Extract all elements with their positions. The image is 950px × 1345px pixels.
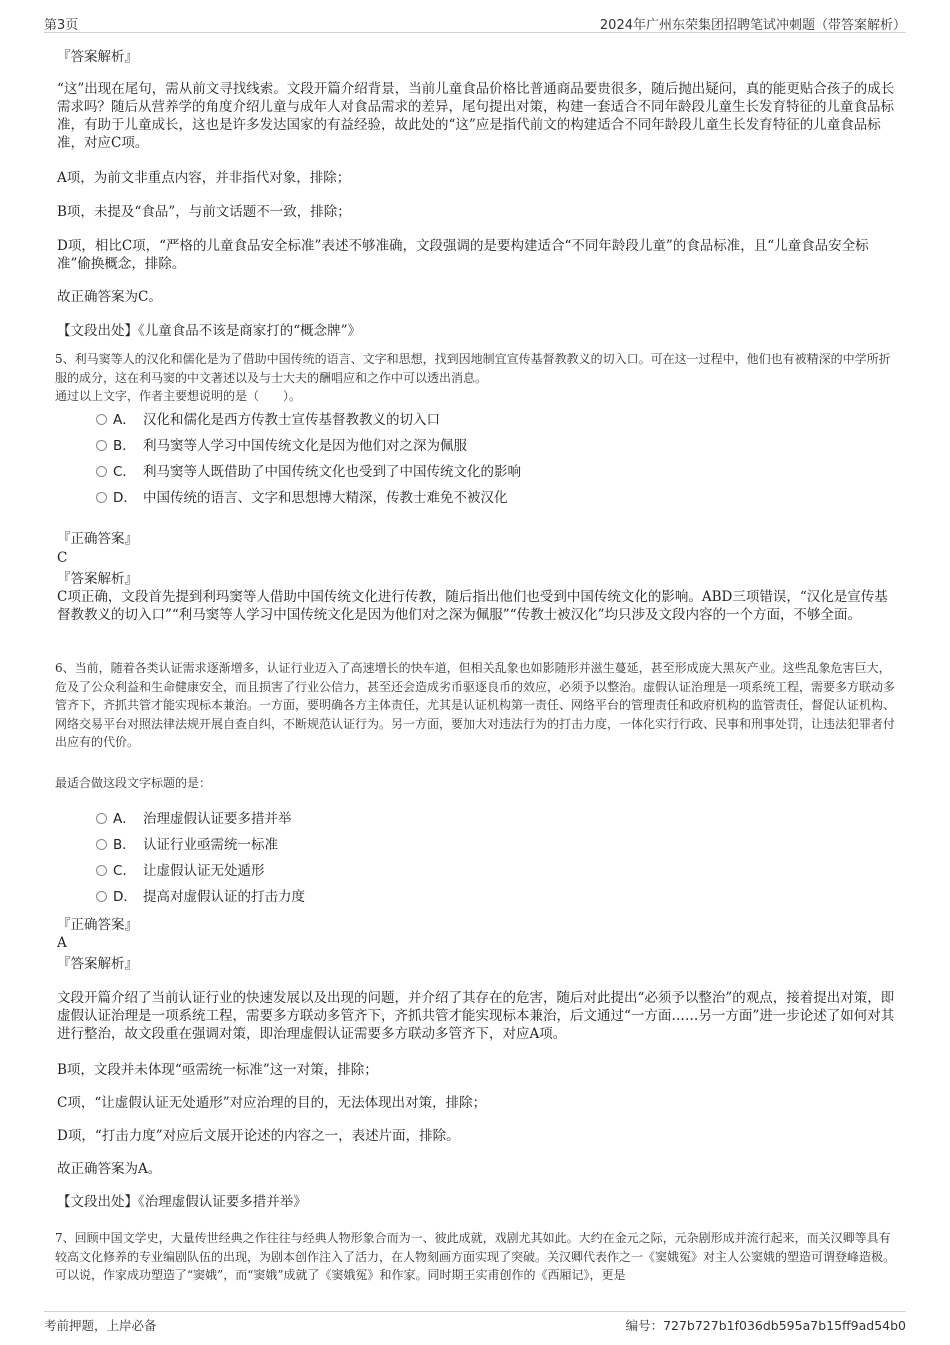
radio-button-icon[interactable] [96, 839, 107, 850]
question-5-stem: 5、利马窦等人的汉化和儒化是为了借助中国传统的语言、文字和思想，找到因地制宜宣传基督教教义的切入口。可在这一过程中，他们也有被精深的中学所折服的成分，这在利马窦的中文著述以及与士大夫的酬唱应和之作中可以透出消息。 [55, 352, 891, 385]
question-6-analysis-d: D项，“打击力度”对应后文展开论述的内容之一，表述片面，排除。 [57, 1128, 460, 1144]
question-6-analysis: 文段开篇介绍了当前认证行业的快速发展以及出现的问题，并介绍了其存在的危害，随后对此提出“必须予以整治”的观点，接着提出对策，即虚假认证治理是一项系统工程，需要多方联动多管齐下，齐抓共管才能实现标本兼治，后文通过“一方面……另一方面”进一步论述了如何对其进行整治，故文段重在强调对策，即治理虚假认证需要多方联动多管齐下，对应A项。 [57, 990, 895, 1042]
question-7-stem: 7、回顾中国文学史，大量传世经典之作往往与经典人物形象合而为一、彼此成就，戏剧尤其如此。大约在金元之际，元杂剧形成并流行起来，而关汉卿等具有较高文化修养的专业编剧队伍的出现，为剧本创作注入了活力，在人物刻画方面实现了突破。关汉卿代表作之一《窦娥冤》对主人公窦娥的塑造可谓登峰造极。可以说，作家成功塑造了“窦娥”，而“窦娥”成就了《窦娥冤》和作家。同时期王实甫创作的《西厢记》，更是 [55, 1231, 896, 1282]
question-5-option-c[interactable]: C． 利马窦等人既借助了中国传统文化也受到了中国传统文化的影响 [96, 463, 521, 481]
question-6-stem: 6、当前，随着各类认证需求逐渐增多，认证行业迈入了高速增长的快车道，但相关乱象也如影随形并滋生蔓延，甚至形成庞大黑灰产业。这些乱象危害巨大，危及了公众利益和生命健康安全，而且损害了行业公信力，甚至还会造成劣币驱逐良币的效应，必须予以整治。虚假认证治理是一项系统工程，需要多方联动多管齐下，齐抓共管才能实现标本兼治。一方面，要明确各方主体责任，尤其是认证机构第一责任、网络平台的管理责任和政府机构的监管责任，督促认证机构、网络交易平台对照法律法规开展自查自纠，不断规范认证行为。另一方面，要加大对违法行为的打击力度，一体化实行行政、民事和刑事处罚，让违法犯罪者付出应有的代价。 [55, 661, 896, 749]
question-6-prompt: 最适合做这段文字标题的是： [55, 776, 212, 790]
question-5-option-a[interactable]: A． 汉化和儒化是西方传教士宣传基督教教义的切入口 [96, 411, 440, 429]
question-5-option-d[interactable]: D． 中国传统的语言、文字和思想博大精深，传教士难免不被汉化 [96, 489, 508, 507]
document-title: 2024年广州东荣集团招聘笔试冲刺题（带答案解析） [599, 18, 906, 33]
analysis-option-b: B项，未提及“食品”，与前文话题不一致，排除； [57, 204, 351, 220]
passage-source: 【文段出处】《儿童食品不该是商家打的“概念牌”》 [57, 323, 362, 339]
answer-label: 『正确答案』 [57, 917, 138, 933]
radio-button-icon[interactable] [96, 414, 107, 425]
radio-button-icon[interactable] [96, 492, 107, 503]
question-5-option-b[interactable]: B． 利马窦等人学习中国传统文化是因为他们对之深为佩服 [96, 437, 467, 455]
analysis-paragraph: “这”出现在尾句，需从前文寻找线索。文段开篇介绍背景，当前儿童食品价格比普通商品要贵很多，随后抛出疑问，真的能更贴合孩子的成长需求吗？随后从营养学的角度介绍儿童与成年人对食品需求的差异，尾句提出对策，构建一套适合不同年龄段儿童生长发育特征的儿童食品标准，有助于儿童成长，这也是许多发达国家的有益经验，故此处的“这”应是指代前文的构建适合不同年龄段儿童生长发育特征的儿童食品标准，对应C项。 [57, 81, 895, 151]
radio-button-icon[interactable] [96, 440, 107, 451]
radio-button-icon[interactable] [96, 813, 107, 824]
question-5-answer: C [57, 550, 68, 566]
question-6-analysis-c: C项，“让虚假认证无处遁形”对应治理的目的，无法体现出对策，排除； [57, 1095, 487, 1111]
question-6-answer: A [57, 935, 67, 951]
radio-button-icon[interactable] [96, 466, 107, 477]
question-6-option-b[interactable]: B． 认证行业亟需统一标准 [96, 836, 278, 854]
page-footer [44, 1311, 906, 1332]
question-5-analysis: C项正确，文段首先提到利玛窦等人借助中国传统文化进行传教，随后指出他们也受到中国传统文化的影响。ABD三项错误，“汉化是宣传基督教教义的切入口”“利马窦等人学习中国传统文化是因为他们对之深为佩服”“传教士被汉化”均只涉及文段内容的一个方面，不够全面。 [57, 589, 888, 623]
question-6-analysis-b: B项，文段并未体现“亟需统一标准”这一对策，排除； [57, 1062, 378, 1078]
answer-label: 『正确答案』 [57, 531, 138, 547]
footer-slogan: 考前押题，上岸必备 [44, 1318, 157, 1333]
radio-button-icon[interactable] [96, 865, 107, 876]
analysis-label: 『答案解析』 [57, 571, 138, 587]
analysis-option-d: D项，相比C项，“严格的儿童食品安全标准”表述不够准确，文段强调的是要构建适合“不同年龄段儿童”的食品标准，且“儿童食品安全标准”偷换概念，排除。 [57, 238, 869, 272]
question-6-conclusion: 故正确答案为A。 [57, 1161, 162, 1177]
question-6-option-c[interactable]: C． 让虚假认证无处遁形 [96, 862, 265, 880]
question-6-option-a[interactable]: A． 治理虚假认证要多措并举 [96, 810, 292, 828]
analysis-conclusion: 故正确答案为C。 [57, 289, 162, 305]
page-number: 第3页 [44, 18, 79, 33]
question-5-prompt: 通过以上文字，作者主要想说明的是（ ）。 [55, 389, 302, 403]
question-6-option-d[interactable]: D． 提高对虚假认证的打击力度 [96, 888, 305, 906]
analysis-option-a: A项，为前文非重点内容，并非指代对象，排除； [57, 170, 351, 186]
analysis-label: 『答案解析』 [57, 49, 138, 65]
page-header [44, 14, 906, 33]
passage-source: 【文段出处】《治理虚假认证要多措并举》 [57, 1194, 307, 1210]
radio-button-icon[interactable] [96, 891, 107, 902]
document-code: 编号：727b727b1f036db595a7b15ff9ad54b0 [625, 1318, 906, 1333]
analysis-label: 『答案解析』 [57, 956, 138, 972]
